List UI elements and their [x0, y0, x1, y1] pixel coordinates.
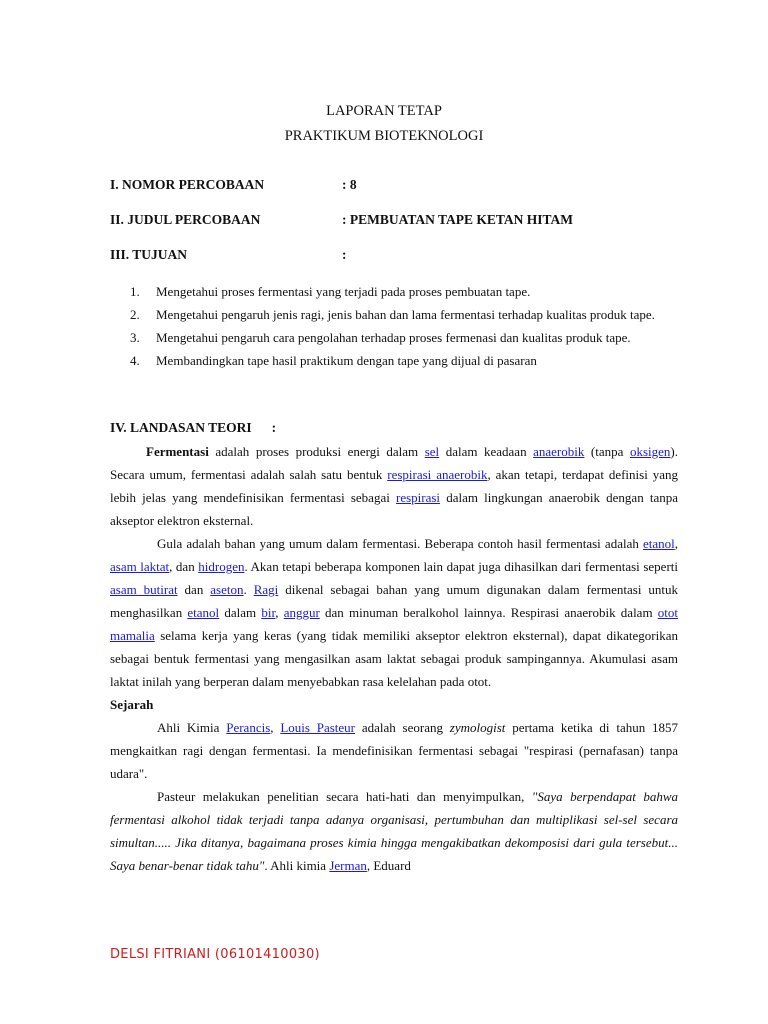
text-run: , akan tetapi, terdapat definisi yang lebih jelas yang mendefinisikan fermentasi sebagai: [110, 467, 679, 505]
link-aseton[interactable]: aseton: [210, 582, 244, 597]
header-judul-value: : PEMBUATAN TAPE KETAN HITAM: [342, 212, 574, 227]
list-item: [130, 349, 678, 372]
paragraph-gula: [110, 532, 678, 693]
report-subtitle: PRAKTIKUM BIOTEKNOLOGI: [284, 128, 484, 144]
link-perancis[interactable]: Perancis: [226, 720, 271, 735]
italic-quote: "Saya berpendapat bahwa fermentasi alkohol tidak terjadi tanpa adanya organisasi, pertumbuhan dan multiplikasi sel-sel secara simultan..... Jika ditanya, bagaimana proses kimia hingga mengakibatkan dekomposisi dari gula tersebut... Saya benar-benar tidak tahu": [110, 789, 678, 873]
text-run: , dan: [169, 559, 199, 574]
header-tujuan-label: III. TUJUAN: [110, 247, 188, 262]
list-item-text: Mengetahui pengaruh jenis ragi, jenis bahan dan lama fermentasi terhadap kualitas produk tape.: [156, 307, 655, 322]
link-ragi[interactable]: Ragi: [253, 582, 279, 597]
header-judul-label: II. JUDUL PERCOBAAN: [110, 212, 261, 227]
text-run: , Eduard: [366, 858, 411, 873]
link-etanol-2[interactable]: etanol: [187, 605, 220, 620]
list-item-number: 3.: [130, 330, 140, 345]
italic-zymologist: zymologist: [449, 720, 506, 735]
subheading-sejarah: Sejarah: [110, 697, 154, 712]
link-anggur[interactable]: anggur: [283, 605, 320, 620]
header-judul-percobaan: [110, 212, 574, 228]
paragraph-pasteur-2: [110, 785, 678, 877]
text-run: ). Secara umum, fermentasi adalah salah satu bentuk: [110, 444, 678, 482]
text-run: Pasteur melakukan penelitian secara hati-hati dan menyimpulkan,: [157, 789, 532, 804]
list-item-text: Membandingkan tape hasil praktikum dengan tape yang dijual di pasaran: [156, 353, 537, 368]
list-item: [130, 326, 678, 349]
paragraph-pasteur-1: [110, 716, 678, 785]
link-mamalia[interactable]: mamalia: [110, 628, 155, 643]
header-nomor-value: : 8: [342, 177, 357, 192]
header-tujuan: [110, 247, 347, 263]
text-run: dan minuman beralkohol lainnya. Respirasi anaerobik dalam: [319, 605, 658, 620]
text-run: selama kerja yang keras (yang tidak memiliki akseptor elektron eksternal), dapat dikategorikan sebagai bentuk fermentasi yang mengasilkan asam laktat sebagai produk sampingannya. Akumulasi asam laktat inilah yang berperan dalam menyebabkan rasa kelelahan pada otot.: [110, 628, 678, 689]
link-oksigen[interactable]: oksigen: [629, 444, 671, 459]
section-heading-landasan-teori: [110, 420, 276, 436]
list-item-number: 2.: [130, 307, 140, 322]
link-asam-butirat[interactable]: asam butirat: [110, 582, 178, 597]
text-run: Gula adalah bahan yang umum dalam fermentasi. Beberapa contoh hasil fermentasi adalah: [157, 536, 643, 551]
section-heading-text: IV. LANDASAN TEORI: [110, 420, 252, 435]
list-item: [130, 303, 678, 326]
paragraph-fermentasi: [110, 440, 678, 532]
list-item-text: Mengetahui proses fermentasi yang terjadi pada proses pembuatan tape.: [156, 284, 531, 299]
section-heading-colon: :: [271, 420, 277, 435]
list-item: [130, 280, 678, 303]
text-run: dalam lingkungan anaerobik dengan tanpa akseptor elektron eksternal.: [110, 490, 679, 528]
link-otot[interactable]: otot: [657, 605, 678, 620]
text-run: . Akan tetapi beberapa komponen lain dapat juga dihasilkan dari fermentasi seperti: [244, 559, 678, 574]
link-hidrogen[interactable]: hidrogen: [198, 559, 245, 574]
header-nomor-percobaan: [110, 177, 357, 193]
text-run: ,: [275, 605, 284, 620]
text-run: adalah proses produksi energi dalam: [208, 444, 425, 459]
text-run: ,: [674, 536, 678, 551]
body-text: [110, 440, 678, 877]
objectives-list: [130, 280, 678, 372]
link-anaerobik[interactable]: anaerobik: [533, 444, 585, 459]
text-run: .: [243, 582, 254, 597]
header-nomor-label: I. NOMOR PERCOBAAN: [110, 177, 265, 192]
text-run: Ahli Kimia: [157, 720, 227, 735]
text-run: dikenal sebagai bahan yang umum digunakan dalam fermentasi untuk menghasilkan: [110, 582, 678, 620]
link-asam-laktat[interactable]: asam laktat: [110, 559, 170, 574]
link-bir[interactable]: bir: [261, 605, 276, 620]
report-title: LAPORAN TETAP: [326, 103, 442, 119]
link-etanol[interactable]: etanol: [642, 536, 675, 551]
link-respirasi[interactable]: respirasi: [396, 490, 441, 505]
link-jerman[interactable]: Jerman: [329, 858, 367, 873]
text-run: pertama ketika di tahun 1857 mengkaitkan ragi dengan fermentasi. Ia mendefinisikan fermentasi sebagai "respirasi (pernafasan) tanpa udara".: [110, 720, 679, 781]
text-run: ,: [270, 720, 281, 735]
text-run: adalah seorang: [355, 720, 450, 735]
text-run: . Ahli kimia: [264, 858, 330, 873]
link-louis-pasteur[interactable]: Louis Pasteur: [280, 720, 356, 735]
text-run: dan: [177, 582, 211, 597]
link-respirasi-anaerobik[interactable]: respirasi anaerobik: [387, 467, 488, 482]
text-run: dalam: [219, 605, 262, 620]
text-run: (tanpa: [584, 444, 630, 459]
term-fermentasi: Fermentasi: [146, 444, 209, 459]
list-item-text: Mengetahui pengaruh cara pengolahan terhadap proses fermenasi dan kualitas produk tape.: [156, 330, 631, 345]
list-item-number: 1.: [130, 284, 140, 299]
text-run: dalam keadaan: [439, 444, 534, 459]
header-tujuan-value: :: [342, 247, 347, 262]
list-item-number: 4.: [130, 353, 140, 368]
footer-author: DELSI FITRIANI (06101410030): [110, 947, 320, 962]
link-sel[interactable]: sel: [424, 444, 440, 459]
